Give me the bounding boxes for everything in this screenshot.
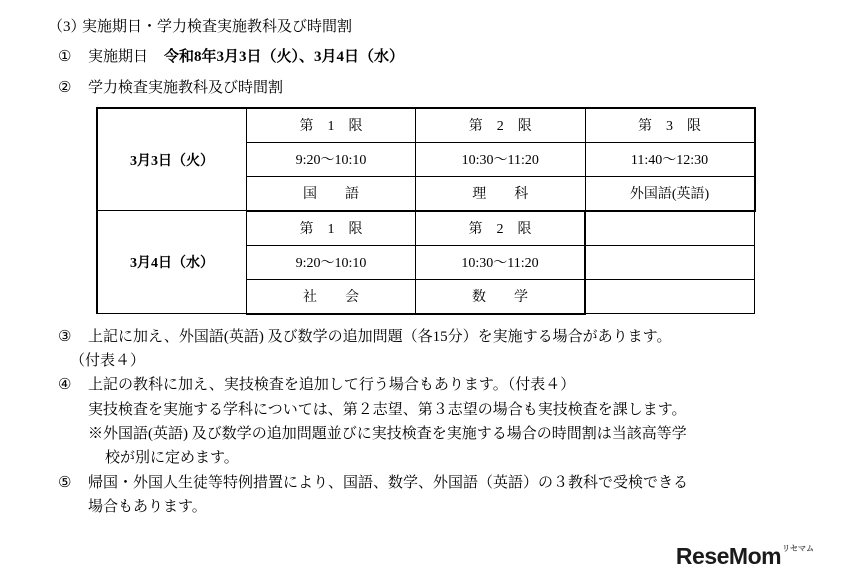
item-exam-date	[48, 46, 802, 69]
watermark-text: ReseMom	[675, 543, 782, 569]
day1-label: 3月3日（火）	[97, 108, 247, 211]
note-4-line-3: ※外国語(英語) 及び数学の追加問題並びに実技検査を実施する場合の時間割は当該高等学	[88, 425, 687, 442]
spacer-cell	[585, 211, 755, 246]
spacer-cell	[585, 279, 755, 314]
note-5	[48, 471, 802, 495]
schedule-table-wrapper	[48, 107, 802, 315]
section-title: 実施期日・学力検査実施教科及び時間割	[82, 19, 353, 35]
note-3	[48, 325, 802, 349]
section-heading	[48, 16, 802, 39]
note-5-line-1: 帰国・外国人生徒等特例措置により、国語、数学、外国語（英語）の３教科で受検できる	[88, 474, 689, 491]
day2-subject-2: 数 学	[416, 279, 586, 314]
schedule-table	[96, 107, 756, 315]
item-label-subjects-timetable: 学力検査実施教科及び時間割	[88, 79, 284, 96]
watermark-suffix: リセマム	[782, 544, 814, 553]
note-3-line-1: 上記に加え、外国語(英語) 及び数学の追加問題（各15分）を実施する場合があります。	[88, 328, 672, 345]
day2-subject-1: 社 会	[247, 279, 416, 314]
day1-subject-1: 国 語	[247, 176, 416, 211]
resemom-watermark	[676, 543, 814, 570]
item-label-exam-date: 実施期日	[88, 49, 149, 66]
day1-time-1: 9:20〜10:10	[247, 142, 416, 176]
note-marker-4: ④	[58, 377, 72, 394]
day2-time-1: 9:20〜10:10	[247, 245, 416, 279]
day1-subject-3: 外国語(英語)	[585, 176, 755, 211]
day1-period-1: 第 1 限	[247, 108, 416, 143]
item-value-exam-date: 令和8年3月3日（火）、3月4日（水）	[164, 49, 405, 66]
item-subjects-timetable	[48, 77, 802, 100]
day1-time-3: 11:40〜12:30	[585, 142, 755, 176]
day1-period-2: 第 2 限	[416, 108, 586, 143]
note-4	[48, 373, 802, 397]
item-marker-2: ②	[58, 79, 72, 96]
day1-subject-2: 理 科	[416, 176, 586, 211]
note-4-line-1: 上記の教科に加え、実技検査を追加して行う場合もあります。（付表４）	[88, 377, 576, 394]
note-4-line-2: 実技検査を実施する学科については、第２志望、第３志望の場合も実技検査を課します。	[88, 401, 687, 418]
note-4-line-4: 校が別に定めます。	[105, 450, 239, 467]
note-5-line-2: 場合もあります。	[88, 498, 207, 515]
item-marker-1: ①	[58, 49, 72, 66]
day1-time-2: 10:30〜11:20	[416, 142, 586, 176]
note-3-line-2: （付表４）	[70, 353, 146, 370]
day1-period-3: 第 3 限	[585, 108, 755, 143]
day2-label: 3月4日（水）	[97, 211, 247, 314]
day2-period-1: 第 1 限	[247, 211, 416, 246]
day2-time-2: 10:30〜11:20	[416, 245, 586, 279]
table-row	[97, 211, 755, 246]
note-marker-3: ③	[58, 328, 72, 345]
spacer-cell	[585, 245, 755, 279]
notes-section	[48, 325, 802, 519]
table-row	[97, 108, 755, 143]
section-number: （3）	[48, 19, 86, 35]
note-marker-5: ⑤	[58, 474, 72, 491]
day2-period-2: 第 2 限	[416, 211, 586, 246]
